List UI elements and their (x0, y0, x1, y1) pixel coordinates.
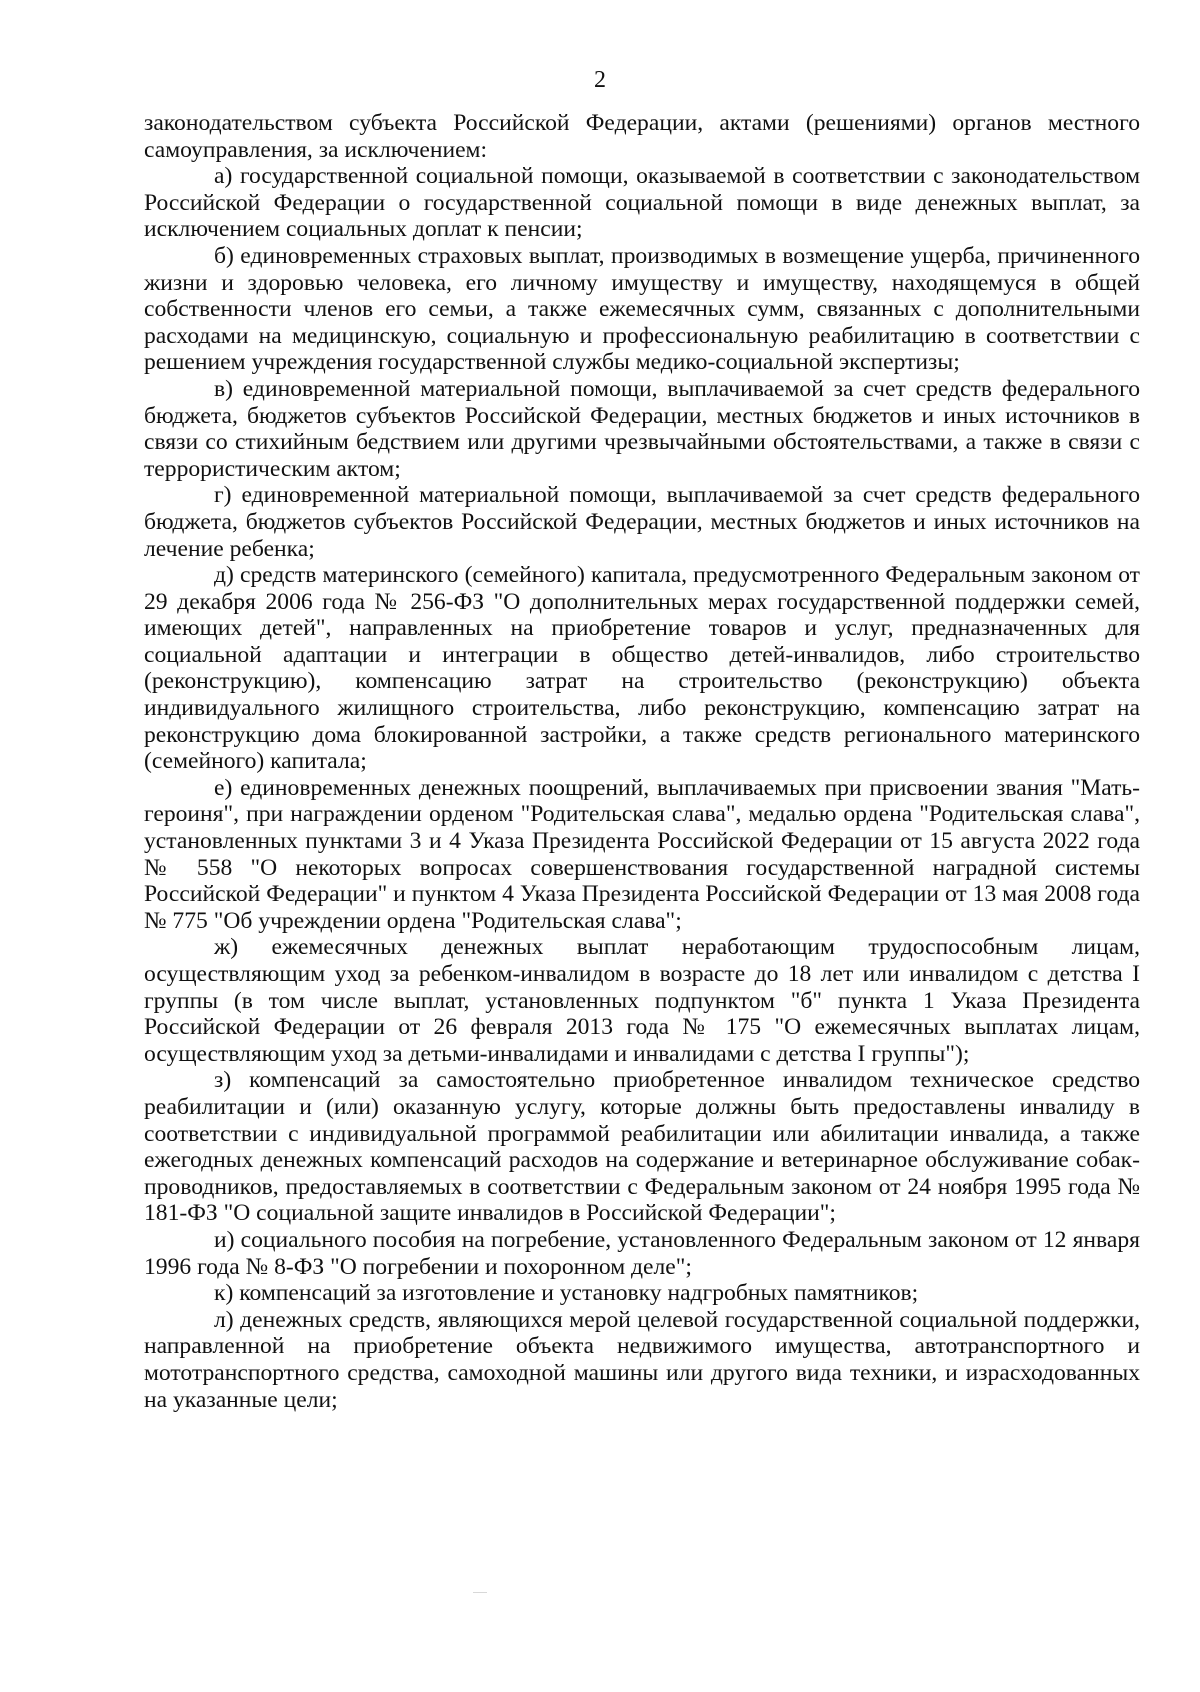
paragraph-item-d: д) средств материнского (семейного) капитала, предусмотренного Федеральным законом от 29 декабря 2006 года № 256-ФЗ "О дополнительных мерах государственной поддержки семей, имеющих детей", направленных на приобретение товаров и услуг, предназначенных для социальной адаптации и интеграции в общество детей-инвалидов, либо строительство (реконструкцию), компенсацию затрат на строительство (реконструкцию) объекта индивидуального жилищного строительства, либо реконструкцию, компенсацию затрат на реконструкцию дома блокированной застройки, а также средств регионального материнского (семейного) капитала; (144, 562, 1140, 775)
paragraph-item-e: е) единовременных денежных поощрений, выплачиваемых при присвоении звания "Мать-героиня", при награждении орденом "Родительская слава", медалью ордена "Родительская слава", установленных пунктами 3 и 4 Указа Президента Российской Федерации от 15 августа 2022 года № 558 "О некоторых вопросах совершенствования государственной наградной системы Российской Федерации" и пунктом 4 Указа Президента Российской Федерации от 13 мая 2008 года № 775 "Об учреждении ордена "Родительская слава"; (144, 774, 1140, 934)
paragraph-item-z: з) компенсаций за самостоятельно приобретенное инвалидом техническое средство реабилитации и (или) оказанную услугу, которые должны быть предоставлены инвалиду в соответствии с индивидуальной программой реабилитации или абилитации инвалида, а также ежегодных денежных компенсаций расходов на содержание и ветеринарное обслуживание собак-проводников, предоставляемых в соответствии с Федеральным законом от 24 ноября 1995 года № 181-ФЗ "О социальной защите инвалидов в Российской Федерации"; (144, 1067, 1140, 1227)
document-body (144, 110, 1140, 1413)
paragraph-item-a: а) государственной социальной помощи, оказываемой в соответствии с законодательством Российской Федерации о государственной социальной помощи в виде денежных выплат, за исключением социальных доплат к пенсии; (144, 163, 1140, 243)
paragraph-item-b: б) единовременных страховых выплат, производимых в возмещение ущерба, причиненного жизни и здоровью человека, его личному имуществу и имуществу, находящемуся в общей собственности членов его семьи, а также ежемесячных сумм, связанных с дополнительными расходами на медицинскую, социальную и профессиональную реабилитацию в соответствии с решением учреждения государственной службы медико-социальной экспертизы; (144, 242, 1140, 376)
paragraph-item-v: в) единовременной материальной помощи, выплачиваемой за счет средств федерального бюджета, бюджетов субъектов Российской Федерации, местных бюджетов и иных источников в связи со стихийным бедствием или другими чрезвычайными обстоятельствами, а также в связи с террористическим актом; (144, 375, 1140, 482)
paragraph-item-k: к) компенсаций за изготовление и установку надгробных памятников; (214, 1280, 919, 1307)
scan-artifact (473, 1592, 487, 1593)
paragraph-item-i: и) социального пособия на погребение, установленного Федеральным законом от 12 января 1996 года № 8-ФЗ "О погребении и похоронном деле"; (144, 1226, 1140, 1280)
paragraph-item-zh: ж) ежемесячных денежных выплат неработающим трудоспособным лицам, осуществляющим уход за ребенком-инвалидом в возрасте до 18 лет или инвалидом с детства I группы (в том числе выплат, установленных подпунктом "б" пункта 1 Указа Президента Российской Федерации от 26 февраля 2013 года № 175 "О ежемесячных выплатах лицам, осуществляющим уход за детьми-инвалидами и инвалидами с детства I группы"); (144, 934, 1140, 1067)
paragraph-intro: законодательством субъекта Российской Федерации, актами (решениями) органов местного самоуправления, за исключением: (144, 110, 1140, 163)
paragraph-item-l: л) денежных средств, являющихся мерой целевой государственной социальной поддержки, направленной на приобретение объекта недвижимого имущества, автотранспортного и мототранспортного средства, самоходной машины или другого вида техники, и израсходованных на указанные цели; (144, 1306, 1140, 1413)
paragraph-item-g: г) единовременной материальной помощи, выплачиваемой за счет средств федерального бюджета, бюджетов субъектов Российской Федерации, местных бюджетов и иных источников на лечение ребенка; (144, 482, 1140, 562)
page-number: 2 (594, 67, 606, 93)
